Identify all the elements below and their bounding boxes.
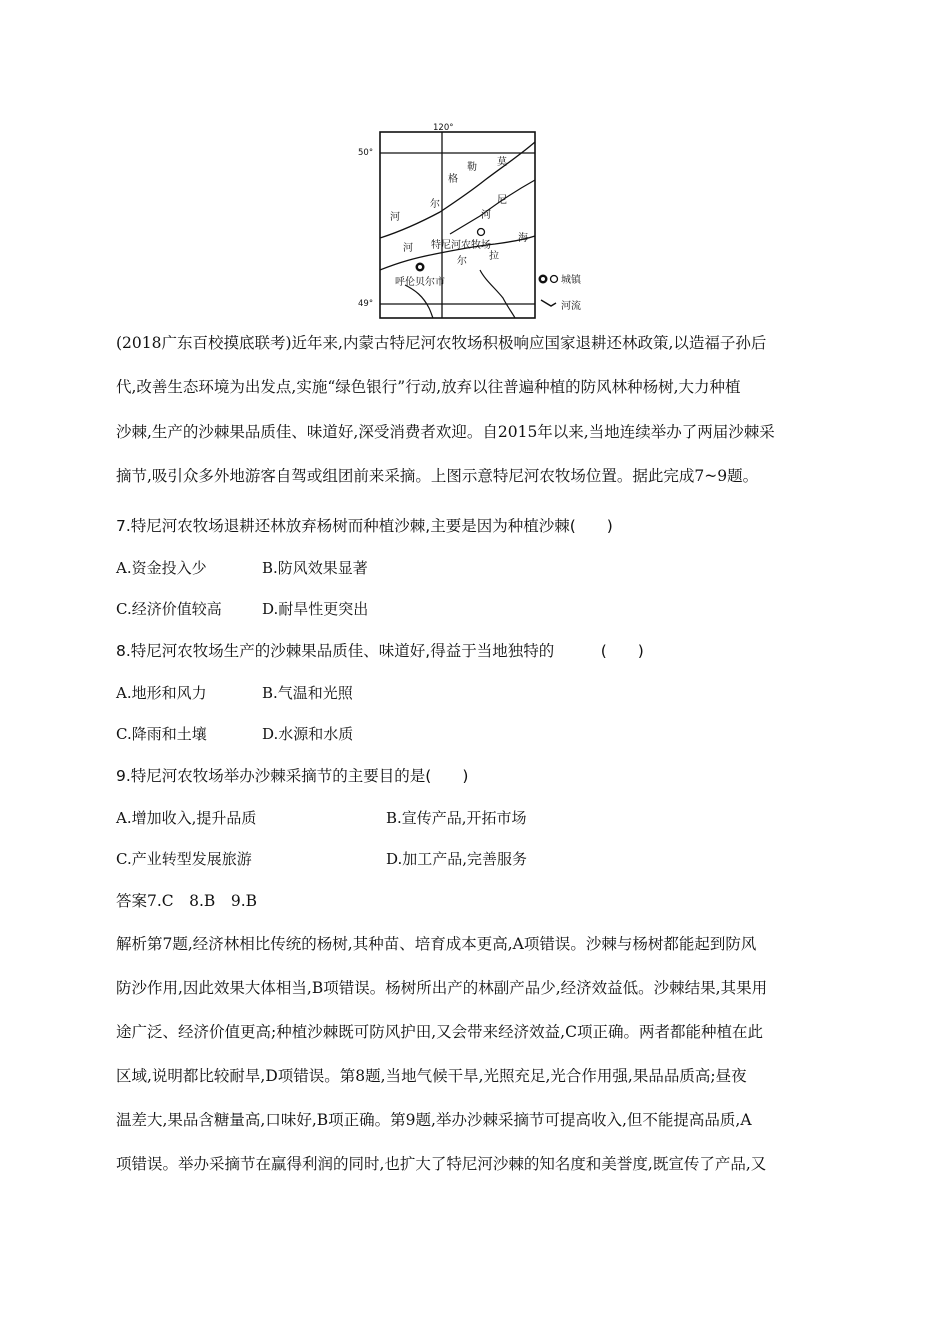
intro-line: 沙棘,生产的沙棘果品质佳、味道好,深受消费者欢迎。自2015年以来,当地连续举办了两届沙棘采	[116, 423, 775, 441]
option: D.耐旱性更突出	[262, 600, 369, 618]
city-label: 呼伦贝尔市	[395, 277, 445, 288]
question-stem: 8.特尼河农牧场生产的沙棘果品质佳、味道好,得益于当地独特的 ( )	[116, 642, 644, 660]
lon-label: 120°	[433, 123, 454, 133]
map-char: 河	[403, 243, 413, 254]
option: A.资金投入少	[116, 559, 207, 577]
lat-top-label: 50°	[358, 148, 374, 158]
legend-town-label: 城镇	[561, 275, 581, 286]
option: D.加工产品,完善服务	[386, 850, 528, 868]
legend-river-icon	[541, 300, 556, 306]
river-south	[480, 270, 515, 318]
option: B.防风效果显著	[262, 559, 368, 577]
intro-line: 摘节,吸引众多外地游客自驾或组团前来采摘。上图示意特尼河农牧场位置。据此完成7~9题。	[116, 467, 759, 485]
analysis-line: 防沙作用,因此效果大体相当,B项错误。杨树所出产的林副产品少,经济效益低。沙棘结果,其果用	[116, 979, 768, 997]
analysis-line: 项错误。举办采摘节在赢得利润的同时,也扩大了特尼河沙棘的知名度和美誉度,既宣传了产品,又	[116, 1155, 767, 1173]
map-char: 勒	[467, 162, 477, 173]
map-char: 河	[390, 212, 400, 223]
question-stem: 7.特尼河农牧场退耕还林放弃杨树而种植沙棘,主要是因为种植沙棘( )	[116, 517, 613, 535]
map-char: 尔	[430, 199, 440, 210]
option: A.增加收入,提升品质	[116, 809, 257, 827]
river-upper	[380, 142, 535, 238]
location-map	[345, 120, 605, 320]
map-char: 海	[518, 233, 528, 244]
analysis-line: 区域,说明都比较耐旱,D项错误。第8题,当地气候干旱,光照充足,光合作用强,果品品质高;昼夜	[116, 1067, 747, 1085]
legend-river-label: 河流	[561, 301, 581, 312]
option: A.地形和风力	[116, 684, 207, 702]
river-southwest	[405, 285, 433, 318]
lat-bottom-label: 49°	[358, 299, 374, 309]
map-char: 莫	[497, 157, 507, 168]
farm-marker	[478, 229, 485, 236]
option: B.气温和光照	[262, 684, 353, 702]
map-char: 尼	[497, 195, 507, 206]
question-stem: 9.特尼河农牧场举办沙棘采摘节的主要目的是( )	[116, 767, 469, 785]
farm-label: 特尼河农牧场	[431, 240, 491, 251]
map-char: 河	[481, 210, 491, 221]
option: B.宣传产品,开拓市场	[386, 809, 527, 827]
map-char: 格	[448, 174, 458, 185]
map-char: 拉	[489, 251, 499, 262]
option: C.产业转型发展旅游	[116, 850, 252, 868]
river-middle	[450, 180, 535, 234]
analysis-line: 解析第7题,经济林相比传统的杨树,其种苗、培育成本更高,A项错误。沙棘与杨树都能起到防风	[116, 935, 757, 953]
option: D.水源和水质	[262, 725, 354, 743]
analysis-line: 途广泛、经济价值更高;种植沙棘既可防风护田,又会带来经济效益,C项正确。两者都能种植在此	[116, 1023, 763, 1041]
option: C.经济价值较高	[116, 600, 222, 618]
legend-town-icon	[551, 276, 558, 283]
intro-line: (2018广东百校摸底联考)近年来,内蒙古特尼河农牧场积极响应国家退耕还林政策,以造福子孙后	[116, 334, 767, 352]
answer: 答案7.C 8.B 9.B	[116, 892, 258, 910]
option: C.降雨和土壤	[116, 725, 207, 743]
map-char: 尔	[457, 256, 467, 267]
analysis-line: 温差大,果品含糖量高,口味好,B项正确。第9题,举办沙棘采摘节可提高收入,但不能提高品质,A	[116, 1111, 752, 1129]
intro-line: 代,改善生态环境为出发点,实施“绿色银行”行动,放弃以往普遍种植的防风林种杨树,大力种植	[116, 378, 741, 396]
